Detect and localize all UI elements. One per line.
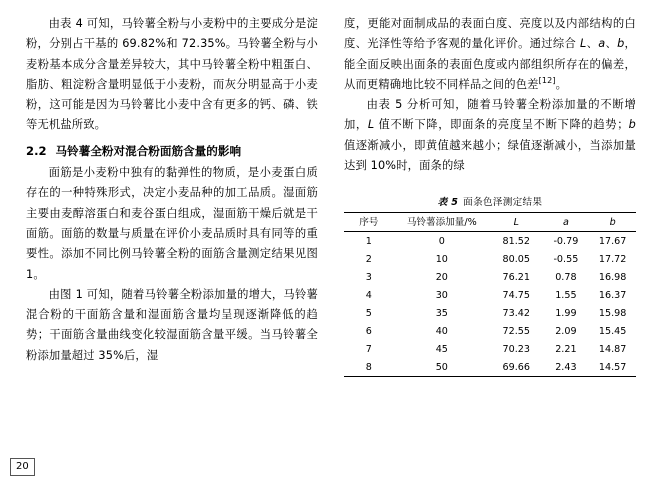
cell-b: 15.45 <box>598 325 627 337</box>
cell-a: 0.78 <box>555 271 577 283</box>
text-run-mid-2: 值不断下降，即面条的亮度呈不断下降的趋势； <box>374 118 629 132</box>
right-column <box>344 14 636 377</box>
citation-reference: [12] <box>538 76 556 86</box>
table-row <box>344 340 636 358</box>
cell-a: -0.55 <box>553 253 579 265</box>
cell-L: 70.23 <box>502 343 530 355</box>
text-run-pre: 度，更能对面制成品的表面白度、亮度以及内部结构的白度、光泽性等给予客观的量化评价。通过综合 <box>344 17 636 51</box>
cell-L: 81.52 <box>502 235 530 247</box>
cell-index: 7 <box>365 343 372 355</box>
column-header-b: b <box>589 213 636 232</box>
cell-L: 76.21 <box>502 271 530 283</box>
cell-amount: 50 <box>394 358 490 377</box>
cell-a: 2.09 <box>555 325 577 337</box>
table-5-block <box>344 194 636 377</box>
paragraph-gluten-intro: 面筋是小麦粉中独有的黏弹性的物质，是小麦蛋白质存在的一种特殊形式，决定小麦品种的加工品质。湿面筋主要由麦醇溶蛋白和麦谷蛋白组成，湿面筋干燥后就是干面筋。面筋的数量与质量在评价小麦品质时具有同等的重要性。添加不同比例马铃薯全粉的面筋含量测定结果见图 1。 <box>26 166 318 281</box>
cell-index: 1 <box>365 235 372 247</box>
noodle-color-table <box>344 212 636 377</box>
table-label: 表 5 <box>437 197 459 209</box>
table-header-row <box>344 213 636 232</box>
text-run-post: ，能全面反映出面条的表面色度或内部组织所存在的偏差，从而更精确地比较不同样品之间的色差 <box>344 37 636 91</box>
text-run-post-2: 值逐渐减小，即黄值越来越小；绿值逐渐减小，当添加量达到 10%时，面条的绿 <box>344 138 636 173</box>
text-run-end: 。 <box>555 77 568 91</box>
cell-b: 15.98 <box>598 307 627 319</box>
cell-a: 2.43 <box>543 358 590 377</box>
section-number: 2.2 <box>26 143 47 158</box>
cell-L: 72.55 <box>502 325 530 337</box>
table-header <box>344 213 636 232</box>
paragraph-color-evaluation <box>344 14 636 95</box>
section-heading-2-2 <box>26 141 318 161</box>
cell-a: 1.99 <box>555 307 577 319</box>
cell-L: 73.42 <box>502 307 530 319</box>
page-number: 20 <box>10 458 35 476</box>
paragraph-figure1-analysis: 由图 1 可知，随着马铃薯全粉添加量的增大，马铃薯混合粉的干面筋含量和湿面筋含量均呈现逐渐降低的趋势；干面筋含量曲线变化较湿面筋含量平缓。当马铃薯全粉添加量超过 35%后，湿 <box>26 287 318 362</box>
table-row <box>344 304 636 322</box>
cell-index: 6 <box>365 325 372 337</box>
text-sep-2: 、 <box>605 37 618 51</box>
column-header-a: a <box>543 213 590 232</box>
two-column-layout <box>26 14 643 377</box>
cell-amount: 40 <box>435 325 448 337</box>
column-header-potato-amount: 马铃薯添加量/% <box>394 213 490 232</box>
cell-L: 80.05 <box>502 253 530 265</box>
paragraph-composition: 由表 4 可知，马铃薯全粉与小麦粉中的主要成分是淀粉，分别占干基的 69.82%和 72.35%。马铃薯全粉与小麦粉基本成分含量差异较大，其中马铃薯全粉中粗蛋白、脂肪、粗淀粉含量明显低于小麦粉，而灰分明显高于小麦粉，这可能是因为马铃薯比小麦中含有更多的钙、磷、铁等无机盐所致。 <box>26 17 318 132</box>
cell-b: 17.72 <box>598 253 627 265</box>
cell-b: 16.37 <box>598 289 627 301</box>
cell-amount: 20 <box>435 271 448 283</box>
cell-index: 8 <box>344 358 394 377</box>
symbol-b: b <box>617 37 625 51</box>
text-run-pre-2: 由表 5 分析可知，随着马铃薯全粉添加量的不断增加， <box>344 98 636 132</box>
cell-b: 14.57 <box>589 358 636 377</box>
cell-amount: 0 <box>438 235 445 247</box>
table-row <box>344 358 636 377</box>
section-title: 马铃薯全粉对混合粉面筋含量的影响 <box>55 143 242 158</box>
cell-a: 2.21 <box>555 343 577 355</box>
table-row <box>344 322 636 340</box>
cell-a: 1.55 <box>555 289 577 301</box>
cell-amount: 45 <box>435 343 448 355</box>
cell-b: 16.98 <box>598 271 627 283</box>
left-column <box>26 14 318 377</box>
cell-L: 74.75 <box>502 289 530 301</box>
symbol-b-2: b <box>628 118 636 132</box>
cell-index: 3 <box>365 271 372 283</box>
table-row <box>344 268 636 286</box>
cell-b: 17.67 <box>598 235 627 247</box>
cell-index: 5 <box>365 307 372 319</box>
symbol-a: a <box>598 37 606 51</box>
cell-amount: 30 <box>435 289 448 301</box>
text-sep-1: 、 <box>586 37 599 51</box>
symbol-L-2: L <box>367 118 375 132</box>
cell-L: 69.66 <box>490 358 543 377</box>
cell-amount: 10 <box>435 253 448 265</box>
cell-index: 2 <box>365 253 372 265</box>
table-row <box>344 286 636 304</box>
column-header-index: 序号 <box>344 213 394 232</box>
table-body <box>344 232 636 377</box>
cell-a: -0.79 <box>553 235 579 247</box>
table-row <box>344 232 636 251</box>
column-header-L: L <box>490 213 543 232</box>
paragraph-table5-analysis <box>344 95 636 176</box>
table-row <box>344 250 636 268</box>
table-title: 面条色泽测定结果 <box>463 197 543 209</box>
cell-amount: 35 <box>435 307 448 319</box>
table-caption <box>344 194 636 208</box>
cell-b: 14.87 <box>598 343 627 355</box>
cell-index: 4 <box>365 289 372 301</box>
symbol-L: L <box>580 37 587 51</box>
